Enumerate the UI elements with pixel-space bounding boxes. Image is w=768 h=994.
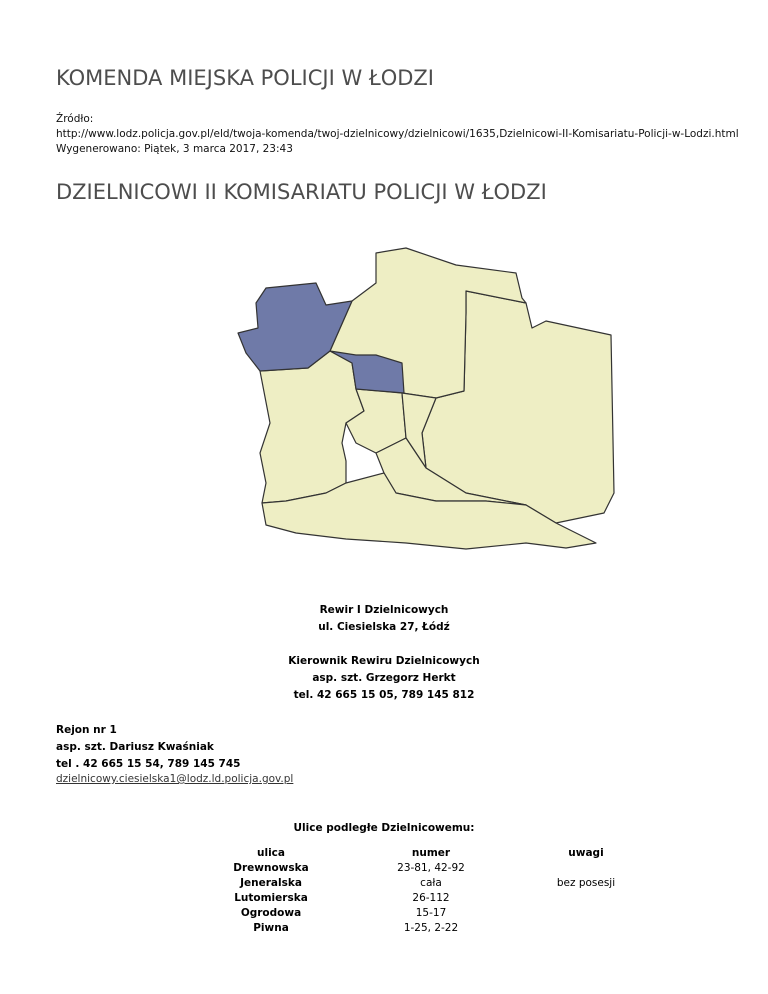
- table-row: [206, 861, 646, 876]
- kierownik-name: asp. szt. Grzegorz Herkt: [312, 672, 456, 684]
- table-row: [206, 891, 646, 906]
- street-number: 26-112: [412, 892, 450, 904]
- col-header-uwagi: uwagi: [568, 847, 604, 859]
- street-number: cała: [420, 877, 442, 889]
- district-map: [226, 243, 646, 553]
- col-header-numer: numer: [411, 847, 451, 859]
- street-number: 23-81, 42-92: [397, 862, 465, 874]
- streets-table: [206, 846, 646, 936]
- street-number: 15-17: [415, 907, 447, 919]
- rejon-officer: asp. szt. Dariusz Kwaśniak: [56, 741, 214, 753]
- streets-title: Ulice podległe Dzielnicowemu:: [293, 822, 475, 834]
- rewir-info: [56, 602, 712, 636]
- page-title: KOMENDA MIEJSKA POLICJI W ŁODZI: [56, 66, 434, 90]
- street-note: [526, 921, 646, 936]
- kierownik-phone: tel. 42 665 15 05, 789 145 812: [293, 689, 475, 701]
- street-name: Ogrodowa: [240, 907, 302, 919]
- street-number: 1-25, 2-22: [403, 922, 459, 934]
- kierownik-info: [56, 653, 712, 704]
- rewir-name: Rewir I Dzielnicowych: [319, 604, 449, 616]
- rejon-number: Rejon nr 1: [56, 724, 117, 736]
- source-info: [56, 112, 746, 157]
- rejon-info: [56, 722, 240, 773]
- source-label: Źródło:: [56, 113, 94, 125]
- table-row: [206, 906, 646, 921]
- source-url: http://www.lodz.policja.gov.pl/eld/twoja-komenda/twoj-dzielnicowy/dzielnicowi/1635,Dzielnicowi-II-Komisariatu-Policji-w-Lodzi.html: [56, 128, 739, 140]
- table-header-row: [206, 846, 646, 861]
- generated-date: Wygenerowano: Piątek, 3 marca 2017, 23:43: [56, 143, 293, 155]
- street-note: bez posesji: [556, 877, 616, 889]
- table-row: [206, 876, 646, 891]
- street-note: [526, 906, 646, 921]
- section-title: DZIELNICOWI II KOMISARIATU POLICJI W ŁODZI: [56, 180, 547, 204]
- email-link[interactable]: dzielnicowy.ciesielska1@lodz.ld.policja.gov.pl: [56, 773, 294, 785]
- col-header-ulica: ulica: [257, 847, 285, 859]
- street-note: [526, 861, 646, 876]
- street-name: Drewnowska: [233, 862, 309, 874]
- rewir-address: ul. Ciesielska 27, Łódź: [318, 621, 450, 633]
- street-name: Lutomierska: [234, 892, 308, 904]
- table-row: [206, 921, 646, 936]
- street-name: Jeneralska: [240, 877, 302, 889]
- street-name: Piwna: [253, 922, 289, 934]
- kierownik-title: Kierownik Rewiru Dzielnicowych: [288, 655, 480, 667]
- street-note: [526, 891, 646, 906]
- rejon-phone: tel . 42 665 15 54, 789 145 745: [56, 758, 241, 770]
